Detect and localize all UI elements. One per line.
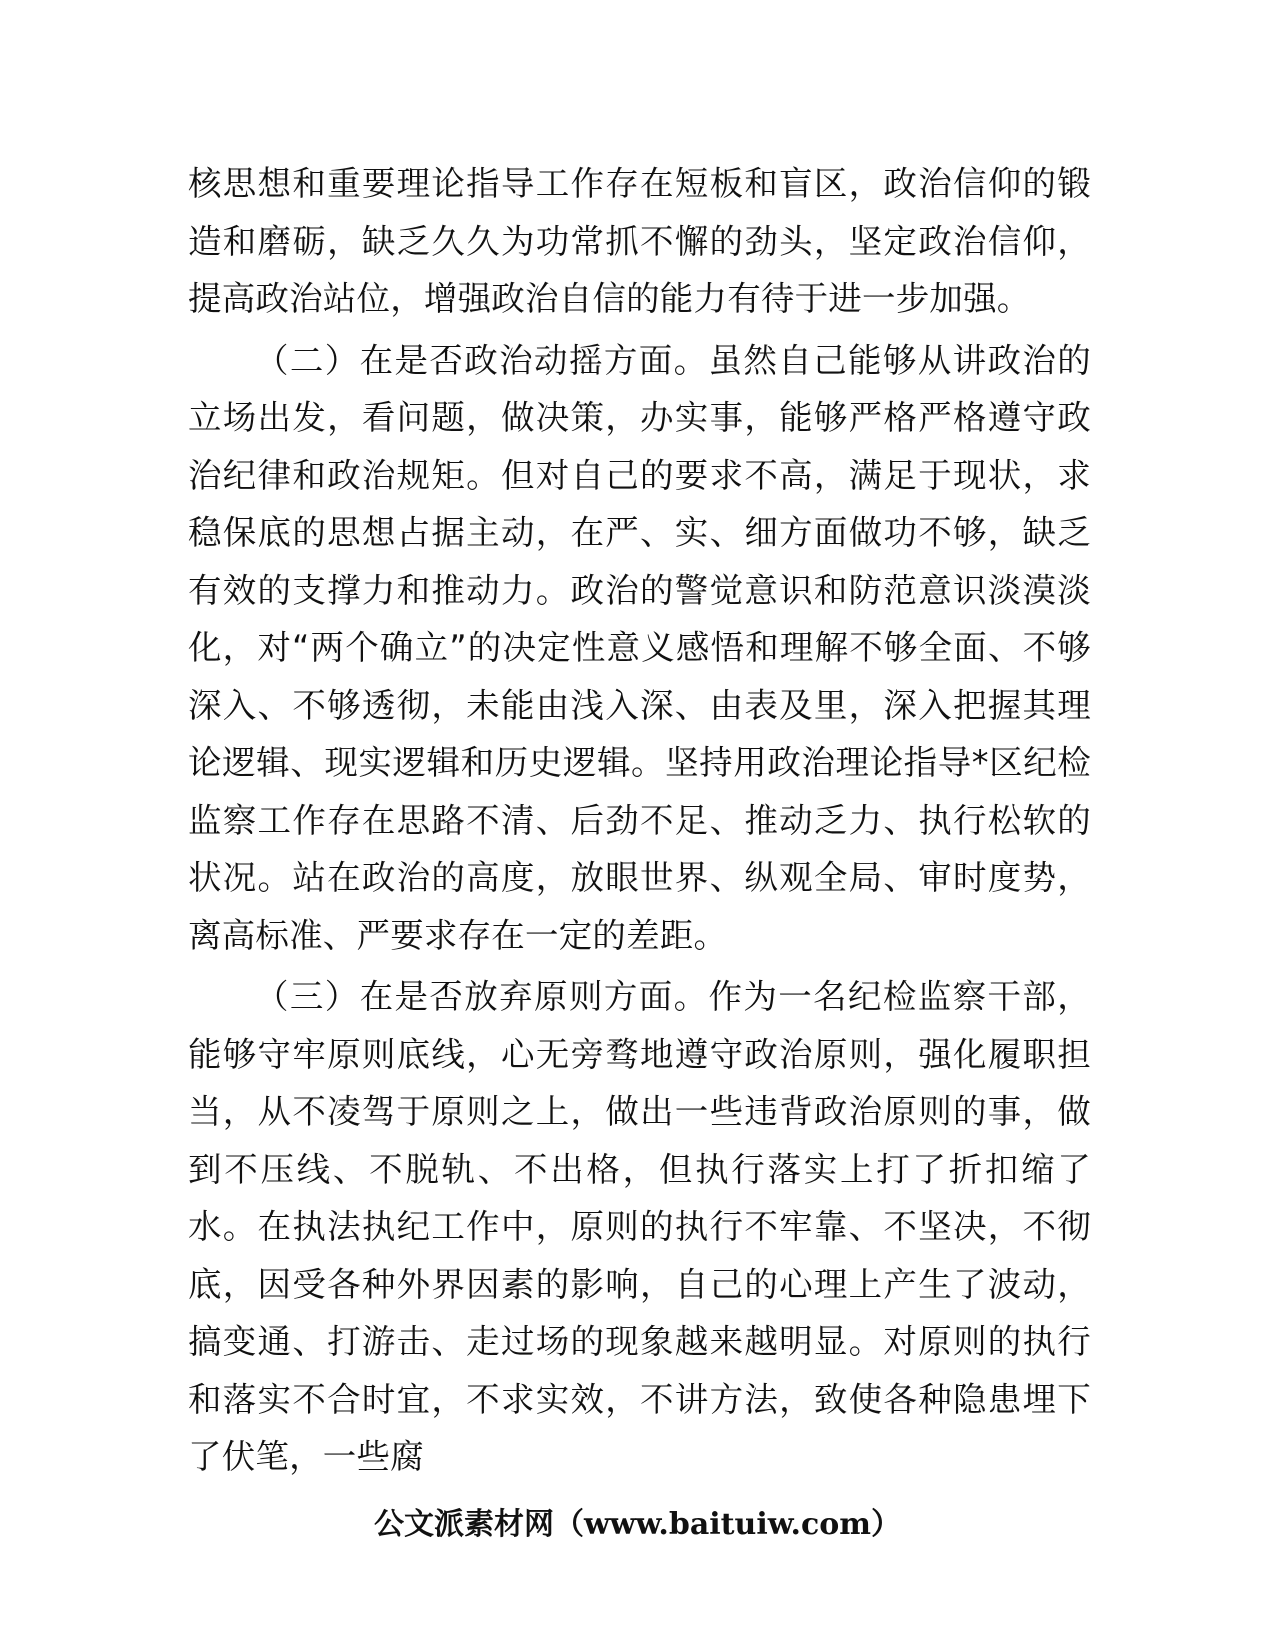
paragraph-3-abandoning-principles: （三）在是否放弃原则方面。作为一名纪检监察干部，能够守牢原则底线，心无旁骛地遵守政治原则，强化履职担当，从不凌驾于原则之上，做出一些违背政治原则的事，做到不压线、不脱轨、不出格，但执行落实上打了折扣缩了水。在执法执纪工作中，原则的执行不牢靠、不坚决，不彻底，因受各种外界因素的影响，自己的心理上产生了波动，搞变通、打游击、走过场的现象越来越明显。对原则的执行和落实不合时宜，不求实效，不讲方法，致使各种隐患埋下了伏笔，一些腐 bbox=[188, 977, 1091, 1476]
footer-watermark-text: 公文派素材网（www.baituiw.com） bbox=[373, 1507, 902, 1542]
paragraph-2-political-wavering: （二）在是否政治动摇方面。虽然自己能够从讲政治的立场出发，看问题，做决策，办实事，能够严格严格遵守政治纪律和政治规矩。但对自己的要求不高，满足于现状，求稳保底的思想占据主动，在严、实、细方面做功不够，缺乏有效的支撑力和推动力。政治的警觉意识和防范意识淡漠淡化，对“两个确立”的决定性意义感悟和理解不够全面、不够深入、不够透彻，未能由浅入深、由表及里，深入把握其理论逻辑、现实逻辑和历史逻辑。坚持用政治理论指导*区纪检监察工作存在思路不清、后劲不足、推动乏力、执行松软的状况。站在政治的高度，放眼世界、纵观全局、审时度势，离高标准、严要求存在一定的差距。 bbox=[188, 340, 1091, 955]
paragraph-1: 核思想和重要理论指导工作存在短板和盲区，政治信仰的锻造和磨砺，缺乏久久为功常抓不懈的劲头，坚定政治信仰，提高政治站位，增强政治自信的能力有待于进一步加强。 bbox=[188, 164, 1091, 318]
document-body bbox=[188, 155, 1091, 1490]
